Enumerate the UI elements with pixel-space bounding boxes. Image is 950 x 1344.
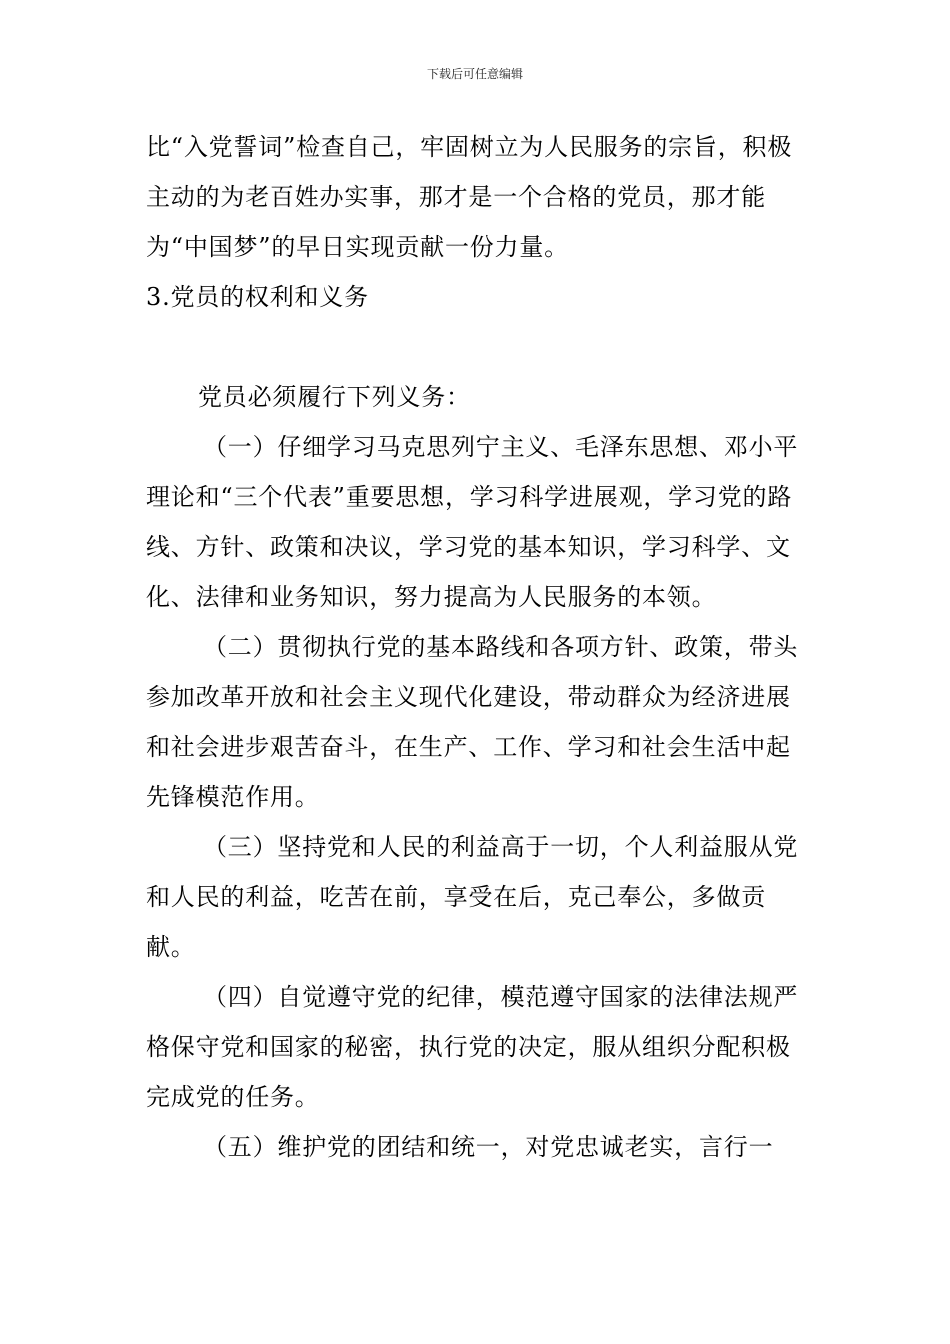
paragraph-continued: 比“入党誓词”检查自己，牢固树立为人民服务的宗旨，积极主动的为老百姓办实事，那才是一个合格的党员，那才能为“中国梦”的早日实现贡献一份力量。: [146, 133, 793, 261]
duties-intro: 党员必须履行下列义务：: [198, 383, 471, 411]
duty-item-2: （二）贯彻执行党的基本路线和各项方针、政策，带头参加改革开放和社会主义现代化建设，带动群众为经济进展和社会进步艰苦奋斗，在生产、工作、学习和社会生活中起先锋模范作用。: [146, 633, 799, 811]
page-header: 下载后可任意编辑: [426, 67, 523, 81]
blank-gap: [146, 322, 810, 372]
section-heading: 3.党员的权利和义务: [146, 283, 369, 311]
duty-item-4: （四）自觉遵守党的纪律，模范遵守国家的法律法规严格保守党和国家的秘密，执行党的决定，服从组织分配积极完成党的任务。: [146, 983, 799, 1111]
duty-item-3: （三）坚持党和人民的利益高于一切，个人利益服从党和人民的利益，吃苦在前，享受在后，克己奉公，多做贡献。: [146, 833, 799, 961]
duty-item-5: （五）维护党的团结和统一，对党忠诚老实，言行一: [203, 1133, 774, 1161]
duty-item-1: （一）仔细学习马克思列宁主义、毛泽东思想、邓小平理论和“三个代表”重要思想，学习科学进展观，学习党的路线、方针、政策和决议，学习党的基本知识，学习科学、文化、法律和业务知识，努力提高为人民服务的本领。: [146, 433, 799, 611]
document-body: [146, 122, 810, 1172]
